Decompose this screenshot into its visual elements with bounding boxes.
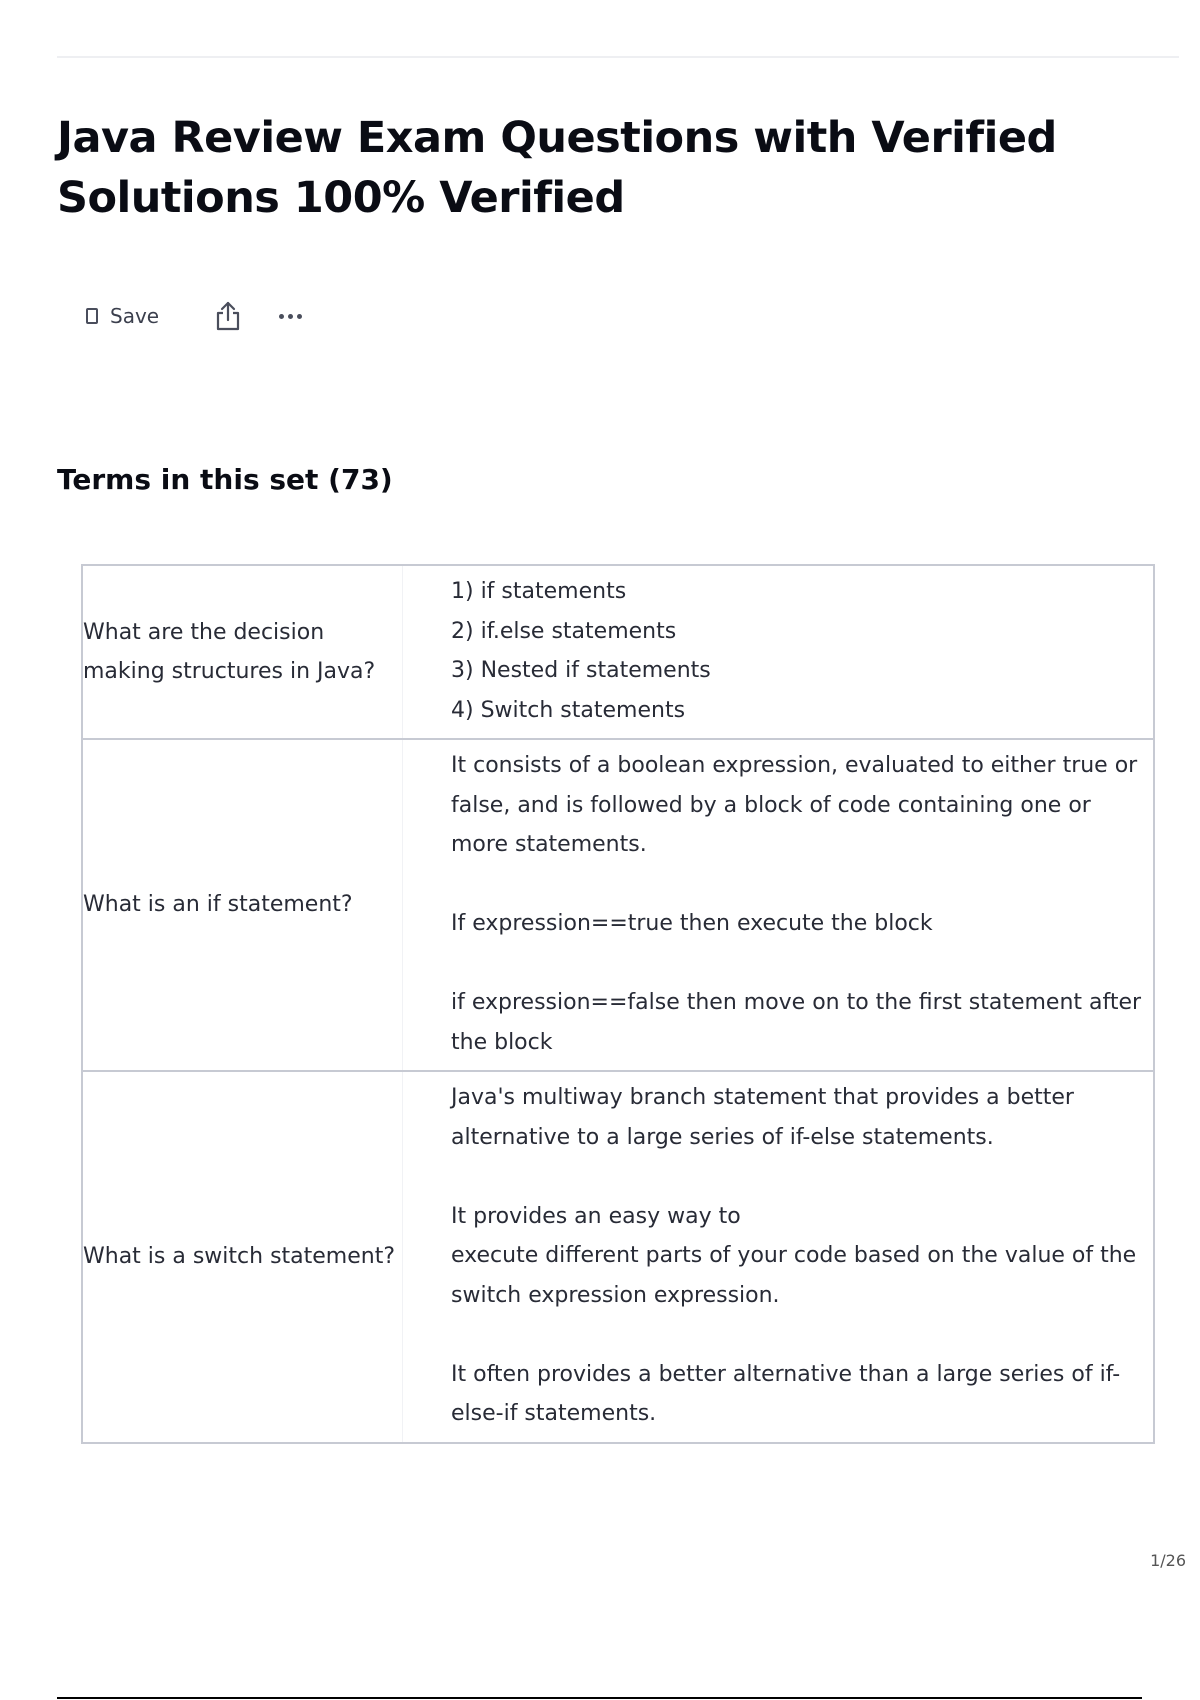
term-text: What is a switch statement?: [83, 1244, 396, 1269]
bookmark-icon: [86, 308, 98, 324]
term-cell: [83, 1072, 403, 1442]
definition-cell: [403, 740, 1153, 1070]
more-options-dot: [288, 314, 293, 319]
definition-text: 1) if statements 2) if.else statements 3) Nested if statements 4) Switch statements: [451, 579, 711, 723]
term-row: [83, 740, 1153, 1072]
definition-text: If expression==true then execute the block: [451, 911, 933, 936]
term-text: What are the decision making structures in Java?: [83, 619, 376, 684]
definition-text: if expression==false then move on to the first statement after the block: [451, 990, 1142, 1055]
page-number: 1/26: [1150, 1551, 1186, 1570]
term-cell: [83, 566, 403, 738]
definition-text: It often provides a better alternative than a large series of if-else-if statements.: [451, 1361, 1121, 1426]
action-bar: [86, 296, 302, 336]
more-options-button[interactable]: [279, 301, 302, 331]
definition-text: Java's multiway branch statement that provides a better alternative to a large series of if-else statements.: [451, 1085, 1074, 1150]
term-cell: [83, 740, 403, 1070]
definition-text: It provides an easy way to execute different parts of your code based on the value of the switch expression expression.: [451, 1203, 1137, 1308]
save-button[interactable]: [86, 304, 159, 328]
term-row: [83, 1072, 1153, 1442]
more-options-dot: [297, 314, 302, 319]
definition-cell: [403, 566, 1153, 738]
bottom-divider: [57, 1697, 1142, 1699]
share-button[interactable]: [213, 298, 243, 334]
definition-text: It consists of a boolean expression, evaluated to either true or false, and is followed by a block of code containing one or more statements.: [451, 753, 1138, 857]
top-divider: [57, 56, 1179, 58]
definition-cell: [403, 1072, 1153, 1442]
page-title: Java Review Exam Questions with Verified Solutions 100% Verified: [57, 113, 1057, 223]
term-text: What is an if statement?: [83, 892, 353, 918]
share-icon: [215, 300, 241, 332]
terms-table: [81, 564, 1155, 1444]
save-label: Save: [110, 304, 160, 328]
more-options-dot: [279, 314, 284, 319]
terms-heading: Terms in this set (73): [57, 463, 393, 496]
term-row: [83, 566, 1153, 740]
